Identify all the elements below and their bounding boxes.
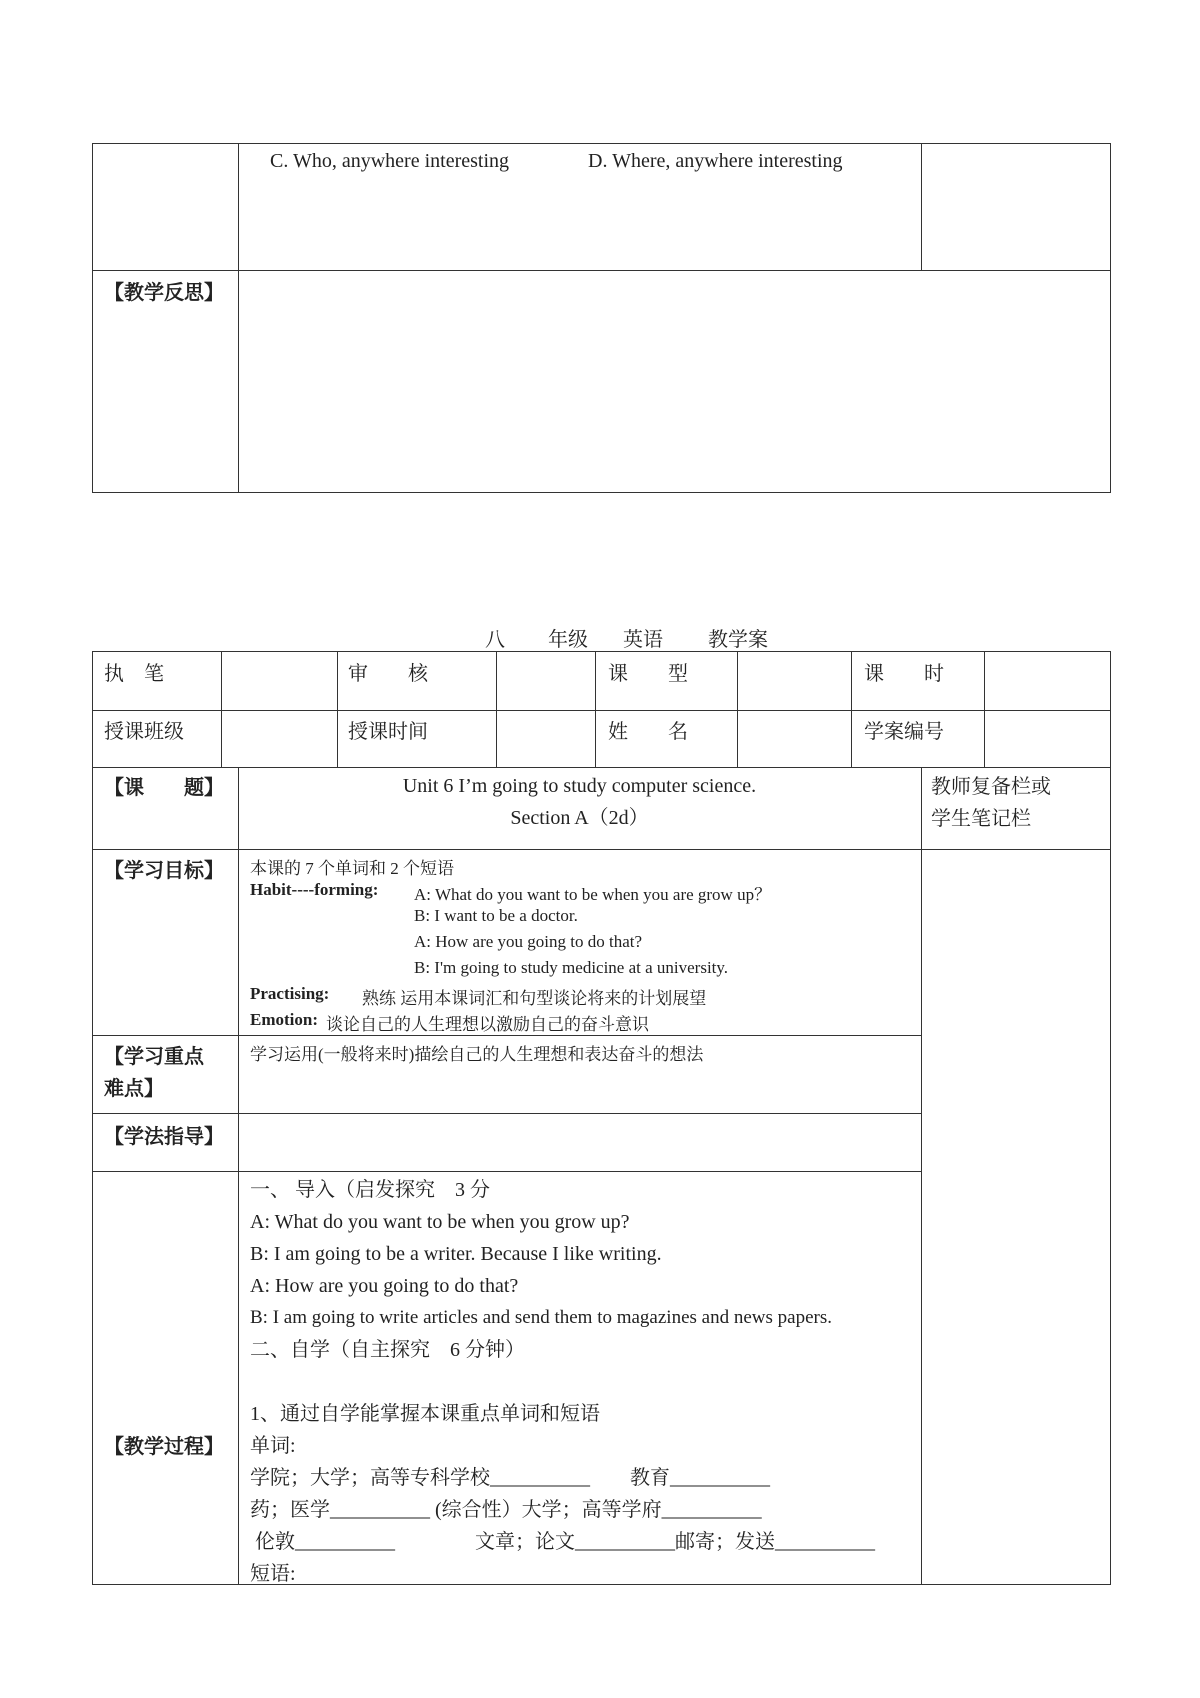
- process-blank-line: [250, 1366, 915, 1398]
- dialog-line: A: What do you want to be when you are grow up？: [414, 885, 772, 904]
- emotion-text: 谈论自己的人生理想以激励自己的奋斗意识: [326, 1015, 649, 1034]
- prev-table-row-divider: [92, 270, 1111, 271]
- prev-table-divider-right: [921, 143, 922, 270]
- plan-no-label: 学案编号: [864, 721, 944, 743]
- main-table-right-border: [1110, 768, 1111, 1585]
- key-points-text: 学习运用(一般将来时)描绘自己的人生理想和表达奋斗的想法: [250, 1045, 704, 1064]
- notes-column-label-1: 教师复备栏或: [931, 776, 1051, 798]
- practising-text: 熟练 运用本课词汇和句型谈论将来的计划展望: [362, 989, 707, 1008]
- meta-col-divider: [984, 651, 985, 768]
- previous-table: [92, 143, 1111, 493]
- process-line: B: I am going to be a writer. Because I like writing.: [250, 1243, 662, 1265]
- option-d: D. Where, anywhere interesting: [588, 150, 843, 172]
- meta-col-divider: [737, 651, 738, 768]
- time-label: 授课时间: [348, 721, 428, 743]
- meta-col-divider: [496, 651, 497, 768]
- row-divider-method: [92, 1171, 922, 1172]
- process-line: 药；医学__________ (综合性）大学；高等学府__________: [250, 1499, 762, 1521]
- dialog-line: B: I'm going to study medicine at a university.: [414, 958, 729, 977]
- reviewer-label: 审 核: [348, 663, 428, 685]
- process-line: 学院；大学；高等专科学校__________ 教育__________: [250, 1467, 770, 1489]
- main-notes-divider: [921, 768, 922, 1585]
- goals-label: 【学习目标】: [104, 860, 224, 882]
- method-label: 【学法指导】: [104, 1126, 224, 1148]
- title-grade: 八: [485, 629, 505, 651]
- meta-col-divider: [851, 651, 852, 768]
- name-label: 姓 名: [608, 721, 688, 743]
- goals-vocab: 本课的 7 个单词和 2 个短语: [250, 859, 454, 878]
- process-line: 一、 导入（启发探究 3 分: [250, 1179, 490, 1201]
- topic-label: 【课 题】: [104, 777, 224, 799]
- dialog-line: A: How are you going to do that?: [414, 932, 643, 951]
- process-line: A: How are you going to do that?: [250, 1275, 519, 1297]
- lesson-type-label: 课 型: [608, 663, 688, 685]
- process-line: 1、通过自学能掌握本课重点单词和短语: [250, 1403, 600, 1425]
- process-line: A: What do you want to be when you grow up?: [250, 1211, 630, 1233]
- period-label: 课 时: [864, 663, 944, 685]
- practising-label: Practising:: [250, 984, 330, 1003]
- topic-line-2: Section A（2d）: [510, 807, 649, 829]
- row-divider-goals: [92, 1035, 922, 1036]
- author-label: 执 笔: [104, 663, 164, 685]
- process-content: [250, 1174, 915, 1590]
- prev-table-divider-left: [238, 143, 239, 493]
- reflection-label: 【教学反思】: [104, 282, 224, 304]
- class-label: 授课班级: [104, 721, 184, 743]
- process-line: 二、自学（自主探究 6 分钟）: [250, 1339, 525, 1361]
- dialog-line: B: I want to be a doctor.: [414, 906, 578, 925]
- notes-column-label-2: 学生笔记栏: [931, 808, 1031, 830]
- main-table-left-border: [92, 768, 93, 1585]
- meta-row-divider: [92, 710, 1111, 711]
- process-line: 伦敦__________ 文章；论文__________邮寄；发送__________: [250, 1531, 875, 1553]
- title-grade-suffix: 年级: [548, 629, 588, 651]
- document-title: [0, 623, 1200, 651]
- key-points-label-2: 难点】: [104, 1078, 164, 1100]
- title-subject: 英语: [623, 629, 663, 651]
- topic-line-1: Unit 6 I’m going to study computer science.: [402, 775, 757, 797]
- main-label-divider: [238, 768, 239, 1585]
- meta-col-divider: [595, 651, 596, 768]
- process-line: 短语:: [250, 1563, 296, 1585]
- topic-title: [238, 770, 921, 834]
- habit-label: Habit----forming:: [250, 880, 379, 899]
- emotion-label: Emotion:: [250, 1010, 318, 1029]
- meta-col-divider: [221, 651, 222, 768]
- process-line: 单词:: [250, 1435, 296, 1457]
- row-divider-keypoints: [92, 1113, 922, 1114]
- key-points-label-1: 【学习重点: [104, 1046, 204, 1068]
- row-divider-topic: [92, 849, 1111, 850]
- meta-col-divider: [337, 651, 338, 768]
- process-line: B: I am going to write articles and send them to magazines and news papers.: [250, 1307, 832, 1328]
- process-label: 【教学过程】: [104, 1436, 224, 1458]
- title-doc-type: 教学案: [708, 629, 768, 651]
- option-c: C. Who, anywhere interesting: [270, 150, 510, 172]
